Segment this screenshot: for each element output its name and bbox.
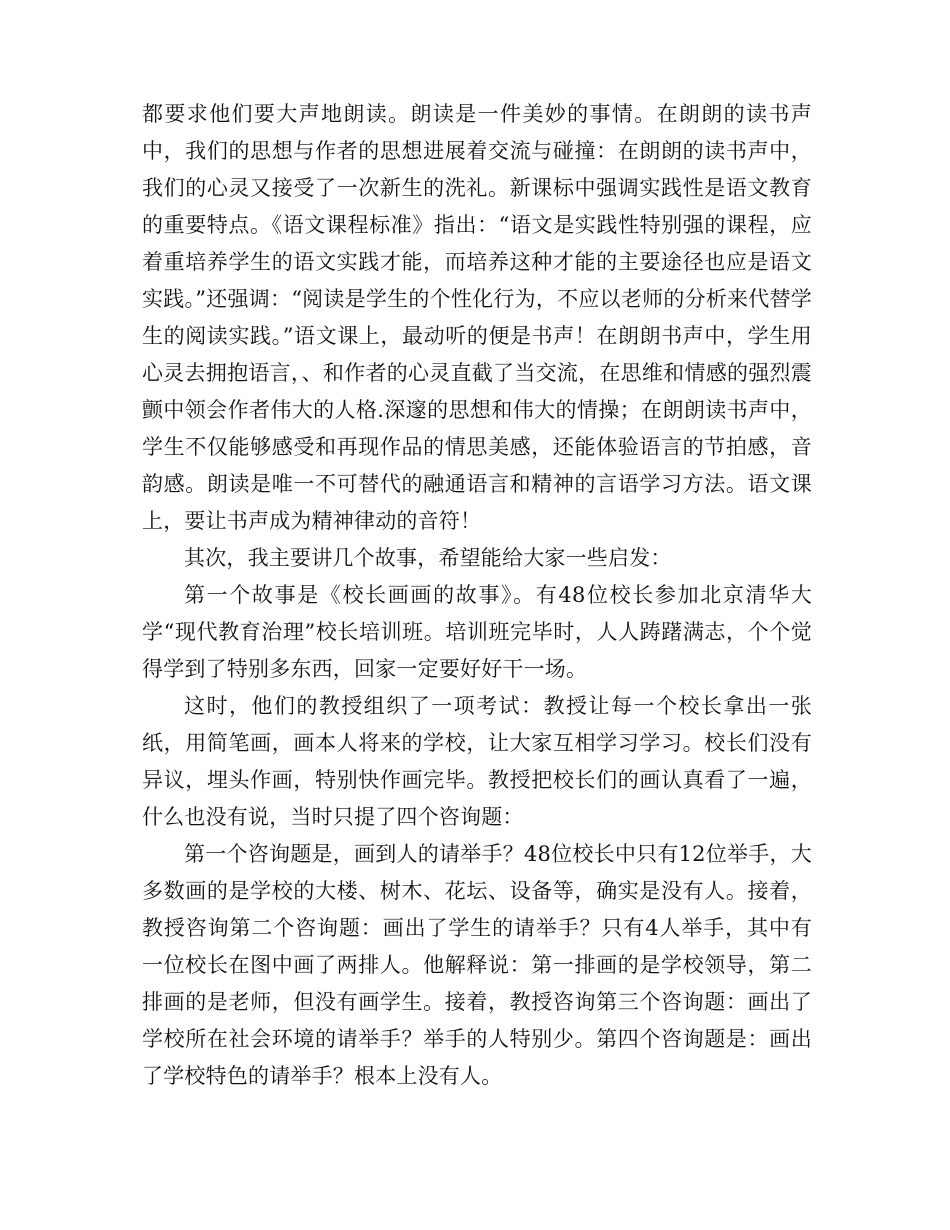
document-body [142, 96, 812, 1095]
paragraph-exam: 这时，他们的教授组织了一项考试：教授让每一个校长拿出一张纸，用简笔画，画本人将来的学校，让大家互相学习学习。校长们没有异议，埋头作画，特别快作画完毕。教授把校长们的画认真看了一遍，什么也没有说，当时只提了四个咨询题： [142, 694, 812, 829]
paragraph-intro-stories: 其次，我主要讲几个故事，希望能给大家一些启发： [184, 546, 672, 570]
paragraph-continuation: 都要求他们要大声地朗读。朗读是一件美妙的事情。在朗朗的读书声中，我们的思想与作者的思想进展着交流与碰撞：在朗朗的读书声中，我们的心灵又接受了一次新生的洗礼。新课标中强调实践性是语文教育的重要特点。《语文课程标准》指出：“语文是实践性特别强的课程，应着重培养学生的语文实践才能，而培养这种才能的主要途径也应是语文实践。”还强调：“阅读是学生的个性化行为，不应以老师的分析来代替学生的阅读实践。”语文课上，最动听的便是书声！在朗朗书声中，学生用心灵去拥抱语言，、和作者的心灵直截了当交流，在思维和情感的强烈震颤中领会作者伟大的人格.深邃的思想和伟大的情操；在朗朗读书声中，学生不仅能够感受和再现作品的情思美感，还能体验语言的节拍感，音韵感。朗读是唯一不可替代的融通语言和精神的言语学习方法。语文课上，要让书声成为精神律动的音符！ [142, 102, 812, 533]
paragraph-first-story: 第一个故事是《校长画画的故事》。有48位校长参加北京清华大学“现代教育治理”校长培训班。培训班完毕时，人人踌躇满志，个个觉得学到了特别多东西，回家一定要好好干一场。 [142, 583, 812, 681]
paragraph-questions: 第一个咨询题是，画到人的请举手？48位校长中只有12位举手，大多数画的是学校的大楼、树木、花坛、设备等，确实是没有人。接着，教授咨询第二个咨询题：画出了学生的请举手？只有4人举手，其中有一位校长在图中画了两排人。他解释说：第一排画的是学校领导，第二排画的是老师，但没有画学生。接着，教授咨询第三个咨询题：画出了学校所在社会环境的请举手？举手的人特别少。第四个咨询题是：画出了学校特色的请举手？根本上没有人。 [142, 842, 812, 1088]
